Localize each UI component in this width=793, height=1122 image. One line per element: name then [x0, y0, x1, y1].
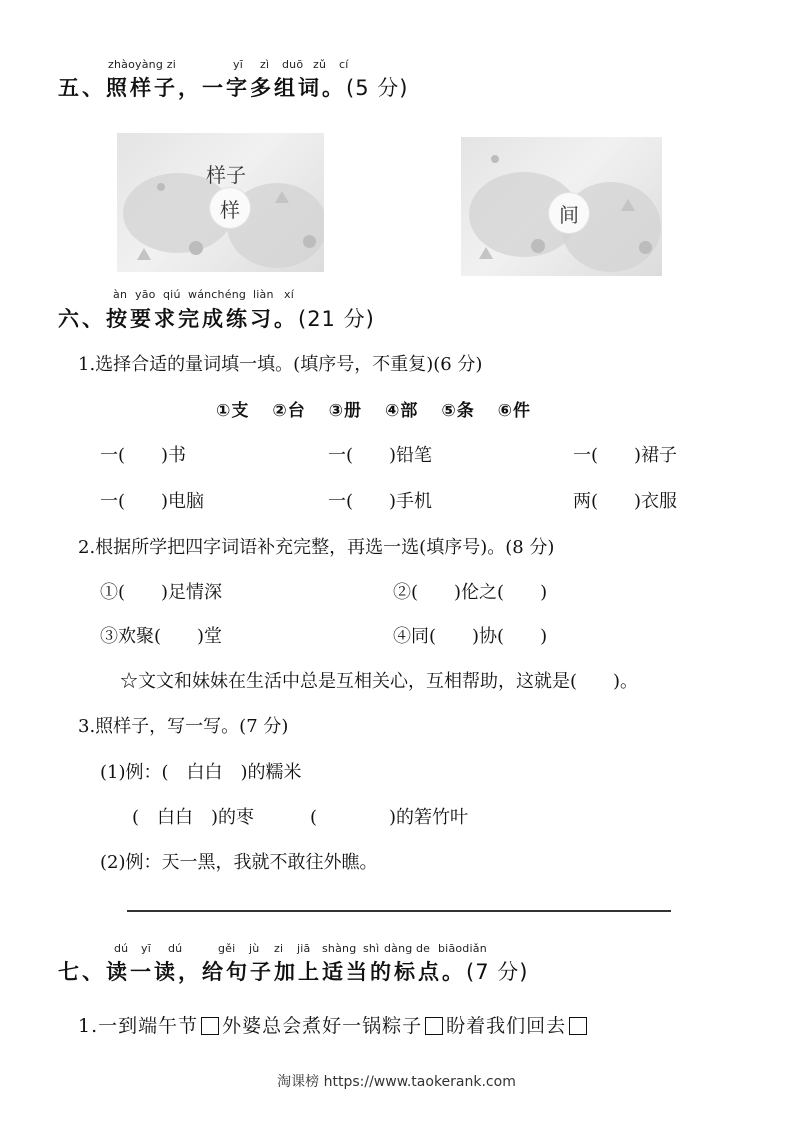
answer-line[interactable]	[127, 910, 671, 912]
example-1: (1)例：( 白白 )的糯米	[100, 762, 302, 783]
pinyin: qiú	[163, 288, 181, 301]
illustration-card-2	[461, 137, 662, 276]
option: ①支	[216, 401, 250, 421]
card-char: 间	[549, 193, 589, 233]
fill-blank-item[interactable]: 一( )书	[100, 445, 187, 466]
pinyin: jù	[249, 942, 260, 955]
measure-word-options	[216, 396, 531, 421]
illustration-card-1	[117, 133, 324, 272]
example-2: (2)例：天一黑，我就不敢往外瞧。	[100, 852, 378, 873]
section-score: (5 分)	[346, 76, 409, 100]
pinyin: yī	[233, 58, 243, 71]
idiom-item[interactable]: ④同( )协( )	[393, 626, 548, 647]
idiom-item[interactable]: ①( )足情深	[100, 582, 223, 603]
pinyin: zi	[274, 942, 284, 955]
punctuation-sentence	[78, 1011, 590, 1038]
pinyin: gěi	[218, 942, 236, 955]
star-sentence[interactable]: ☆文文和妹妹在生活中总是互相关心，互相帮助，这就是( )。	[120, 671, 639, 692]
pinyin: dàng	[384, 942, 413, 955]
section-title-text: 六、按要求完成练习。	[58, 307, 298, 331]
fill-blank-item[interactable]: 一( )手机	[328, 491, 433, 512]
footer-watermark: 淘课榜 https://www.taokerank.com	[277, 1074, 516, 1090]
pinyin: zì	[260, 58, 270, 71]
sentence-part: 盼着我们回去	[446, 1015, 567, 1037]
question-number: 1.	[78, 1015, 99, 1037]
sentence-part: 一到端午节	[98, 1015, 199, 1037]
pinyin: jiā	[297, 942, 311, 955]
section-title	[58, 956, 528, 986]
pinyin: liàn	[253, 288, 274, 301]
pinyin: zǔ	[313, 58, 327, 71]
card-char: 样	[210, 188, 250, 228]
fill-blank-item[interactable]: 一( )裙子	[573, 445, 678, 466]
pinyin: dú	[168, 942, 183, 955]
idiom-item[interactable]: ③欢聚( )堂	[100, 626, 223, 647]
fill-blank-item[interactable]: 一( )电脑	[100, 491, 205, 512]
pinyin: shàng	[322, 942, 357, 955]
pinyin: zhàoyàng zi	[108, 58, 176, 71]
section-title-text: 七、读一读，给句子加上适当的标点。	[58, 960, 466, 984]
fill-blank-item[interactable]: ( 白白 )的枣	[132, 807, 255, 828]
question-2-prompt: 2.根据所学把四字词语补充完整，再选一选(填序号)。(8 分)	[78, 537, 555, 558]
punctuation-box[interactable]	[425, 1017, 443, 1035]
option: ②台	[272, 401, 306, 421]
option: ⑤条	[441, 401, 475, 421]
pinyin: yī	[141, 942, 151, 955]
pinyin: duō	[282, 58, 304, 71]
pinyin: biāodiǎn	[438, 942, 487, 955]
option: ④部	[384, 401, 419, 421]
pinyin: cí	[339, 58, 349, 71]
section-score: (21 分)	[298, 307, 375, 331]
pinyin: xí	[284, 288, 294, 301]
punctuation-box[interactable]	[201, 1017, 219, 1035]
fill-blank-item[interactable]: 一( )铅笔	[328, 445, 433, 466]
question-3-prompt: 3.照样子，写一写。(7 分)	[78, 716, 289, 737]
section-title	[58, 72, 408, 102]
pinyin: àn	[113, 288, 128, 301]
fill-blank-item[interactable]: 两( )衣服	[573, 491, 678, 512]
fill-blank-item[interactable]: ( )的箬竹叶	[310, 807, 469, 828]
idiom-item[interactable]: ②( )伦之( )	[393, 582, 548, 603]
section-title-text: 五、照样子，一字多组词。	[58, 76, 346, 100]
option: ⑥件	[497, 401, 532, 421]
section-score: (7 分)	[466, 960, 529, 984]
option: ③册	[328, 401, 363, 421]
pinyin: de	[416, 942, 431, 955]
question-1-prompt: 1.选择合适的量词填一填。(填序号，不重复)(6 分)	[78, 354, 483, 375]
sentence-part: 外婆总会煮好一锅粽子	[222, 1015, 423, 1037]
pinyin: shì	[363, 942, 380, 955]
pinyin: dú	[114, 942, 129, 955]
pinyin: wánchéng	[188, 288, 247, 301]
card-word: 样子	[206, 163, 246, 187]
pinyin: yāo	[135, 288, 156, 301]
section-title	[58, 303, 375, 333]
punctuation-box[interactable]	[569, 1017, 587, 1035]
